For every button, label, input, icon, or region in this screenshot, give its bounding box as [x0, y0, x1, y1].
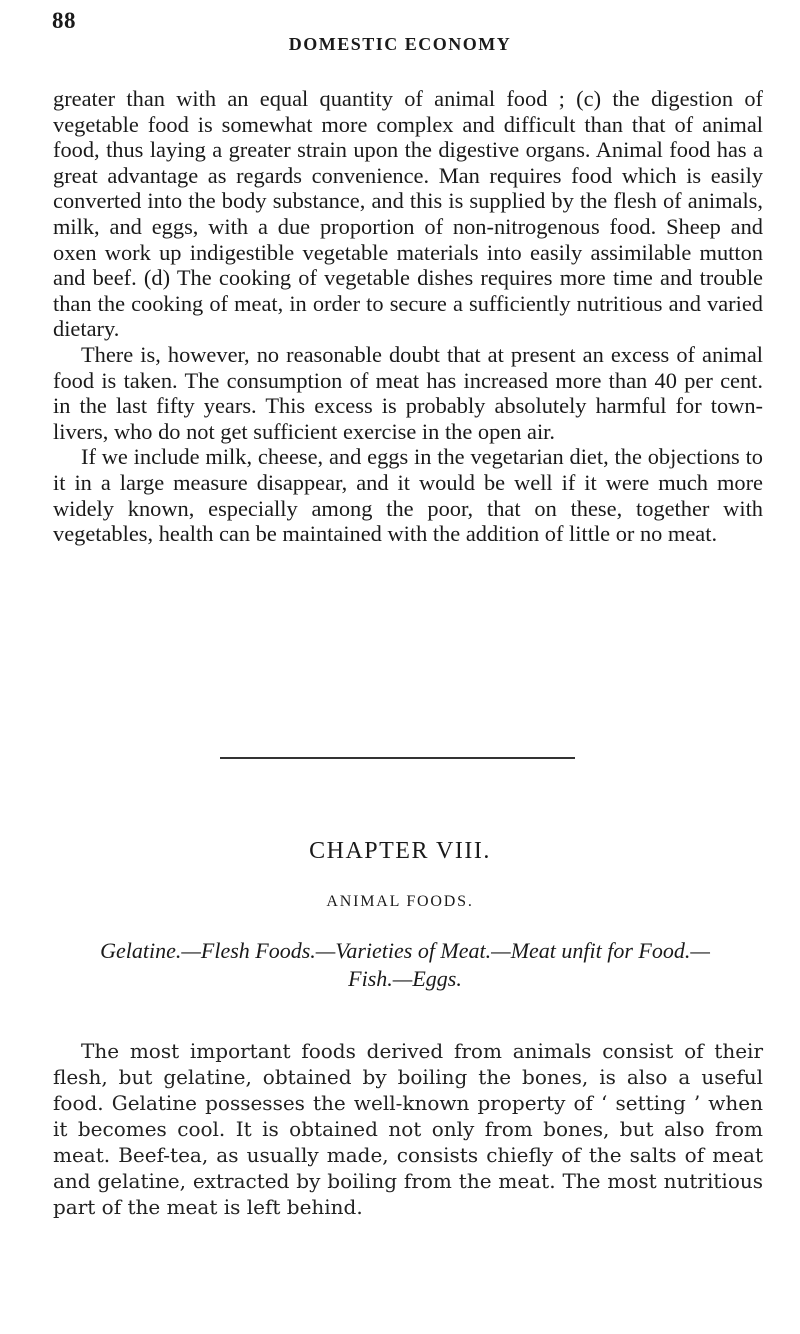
running-head: DOMESTIC ECONOMY — [288, 34, 512, 54]
page-number: 88 — [52, 8, 76, 33]
paragraph: greater than with an equal quantity of animal food ; (c) the digestion of vegetable food is somewhat more complex and difficult than that of animal food, thus laying a greater strain upon the digestive organs. Animal food has a great advantage as regards convenience. Man requires food which is easily converted into the body substance, and this is supplied by the flesh of animals, milk, and eggs, with a due proportion of non-nitrogenous food. Sheep and oxen work up indigestible vegetable materials into easily assimilable mutton and beef. (d) The cooking of vegetable dishes requires more time and trouble than the cooking of meat, in order to secure a sufficiently nutritious and varied dietary. — [53, 86, 763, 342]
paragraph: If we include milk, cheese, and eggs in the vegetarian diet, the objections to it in a large measure disappear, and it would be well if it were much more widely known, especially among the poor, that on these, together with vegetables, health can be maintained with the addition of little or no meat. — [53, 444, 763, 547]
paragraph: There is, however, no reasonable doubt that at present an excess of animal food is taken. The consumption of meat has increased more than 40 per cent. in the last fifty years. This excess is probably absolutely harmful for town-livers, who do not get sufficient exercise in the open air. — [53, 341, 763, 444]
paragraph: The most important foods derived from animals consist of their flesh, but gelatine, obtained by boiling the bones, is also a useful food. Gelatine possesses the well-known property of ‘ setting ’ when it becomes cool. It is obtained not only from bones, but also from meat. Beef-tea, as usually made, consists chiefly of the salts of meat and gelatine, extracted by boiling from the meat. The most nutritious part of the meat is left behind. — [53, 1039, 763, 1219]
chapter-title: ANIMAL FOODS. — [326, 893, 474, 910]
upper-text-block — [53, 86, 763, 547]
lower-text-block — [53, 1038, 763, 1220]
chapter-number: CHAPTER VIII. — [309, 838, 491, 864]
chapter-synopsis: Gelatine.—Flesh Foods.—Varieties of Meat.—Meat unfit for Food.—Fish.—Eggs. — [100, 938, 710, 991]
section-divider — [220, 757, 575, 759]
